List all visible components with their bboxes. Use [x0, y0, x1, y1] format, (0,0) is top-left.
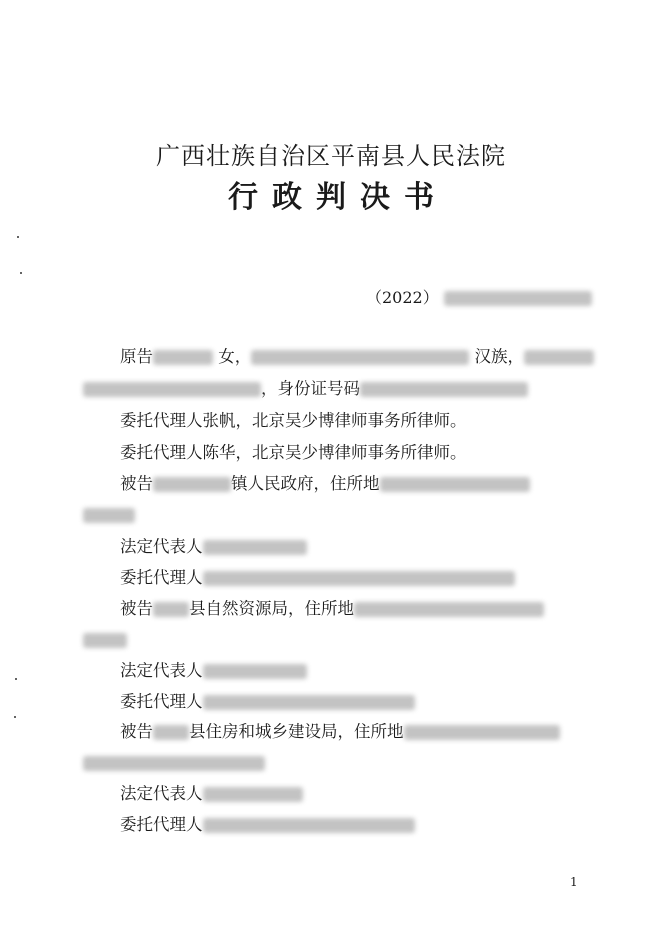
scan-mark	[20, 272, 22, 274]
case-number	[366, 285, 592, 308]
document-title: 行政判决书	[228, 180, 448, 215]
redacted-name	[153, 602, 189, 617]
defendant3-name: 县住房和城乡建设局，住所地	[189, 722, 404, 741]
redacted-address	[404, 725, 560, 740]
defendant3-label: 被告	[120, 722, 153, 741]
scan-mark	[14, 716, 16, 718]
redacted-name	[153, 477, 231, 492]
plaintiff-line	[120, 345, 594, 369]
defendant2-line-2	[83, 628, 127, 652]
defendant3-line	[120, 720, 560, 744]
case-number-prefix: （2022）	[366, 288, 439, 307]
agent-label: 委托代理人	[120, 692, 203, 711]
defendant1-line-2	[83, 503, 135, 527]
redacted-name	[203, 787, 303, 802]
legal-rep-label: 法定代表人	[120, 537, 203, 556]
defendant2-name: 县自然资源局，住所地	[189, 599, 354, 618]
redacted-name	[203, 664, 307, 679]
defendant1-agent	[120, 566, 515, 590]
agent-label: 委托代理人	[120, 815, 203, 834]
defendant2-label: 被告	[120, 599, 153, 618]
court-name: 广西壮族自治区平南县人民法院	[156, 142, 506, 170]
agent-line-1: 委托代理人张帆，北京吴少博律师事务所律师。	[120, 411, 467, 430]
defendant1-legal-rep	[120, 535, 307, 559]
page-number: 1	[570, 875, 578, 889]
plaintiff-ethnicity: 汉族，	[474, 347, 524, 366]
plaintiff-id-label: ，身份证号码	[261, 379, 360, 398]
defendant1-name: 镇人民政府，住所地	[231, 474, 380, 493]
defendant2-agent	[120, 690, 415, 714]
defendant2-legal-rep	[120, 659, 307, 683]
redacted-text	[524, 350, 594, 365]
scan-mark	[17, 236, 19, 238]
defendant3-agent	[120, 813, 415, 837]
defendant2-line	[120, 597, 544, 621]
redacted-birth	[251, 350, 469, 365]
redacted-address	[83, 508, 135, 523]
redacted-address	[380, 477, 530, 492]
redacted-address	[83, 382, 261, 397]
scan-mark	[15, 678, 17, 680]
redacted-name	[203, 571, 515, 586]
redacted-name	[203, 695, 415, 710]
defendant1-label: 被告	[120, 474, 153, 493]
plaintiff-line-2	[83, 377, 528, 401]
plaintiff-label: 原告	[120, 347, 153, 366]
legal-rep-label: 法定代表人	[120, 661, 203, 680]
redacted-name	[203, 540, 307, 555]
legal-rep-label: 法定代表人	[120, 784, 203, 803]
defendant1-line	[120, 472, 530, 496]
redacted-name	[203, 818, 415, 833]
defendant3-line-2	[83, 751, 265, 775]
redacted-case-number	[444, 291, 592, 306]
redacted-address	[83, 633, 127, 648]
redacted-id	[360, 382, 528, 397]
redacted-address	[354, 602, 544, 617]
redacted-name	[153, 350, 213, 365]
redacted-name	[153, 725, 189, 740]
redacted-address	[83, 756, 265, 771]
plaintiff-gender: 女，	[218, 347, 252, 366]
agent-label: 委托代理人	[120, 568, 203, 587]
defendant3-legal-rep	[120, 782, 303, 806]
agent-line-2: 委托代理人陈华，北京吴少博律师事务所律师。	[120, 443, 467, 462]
